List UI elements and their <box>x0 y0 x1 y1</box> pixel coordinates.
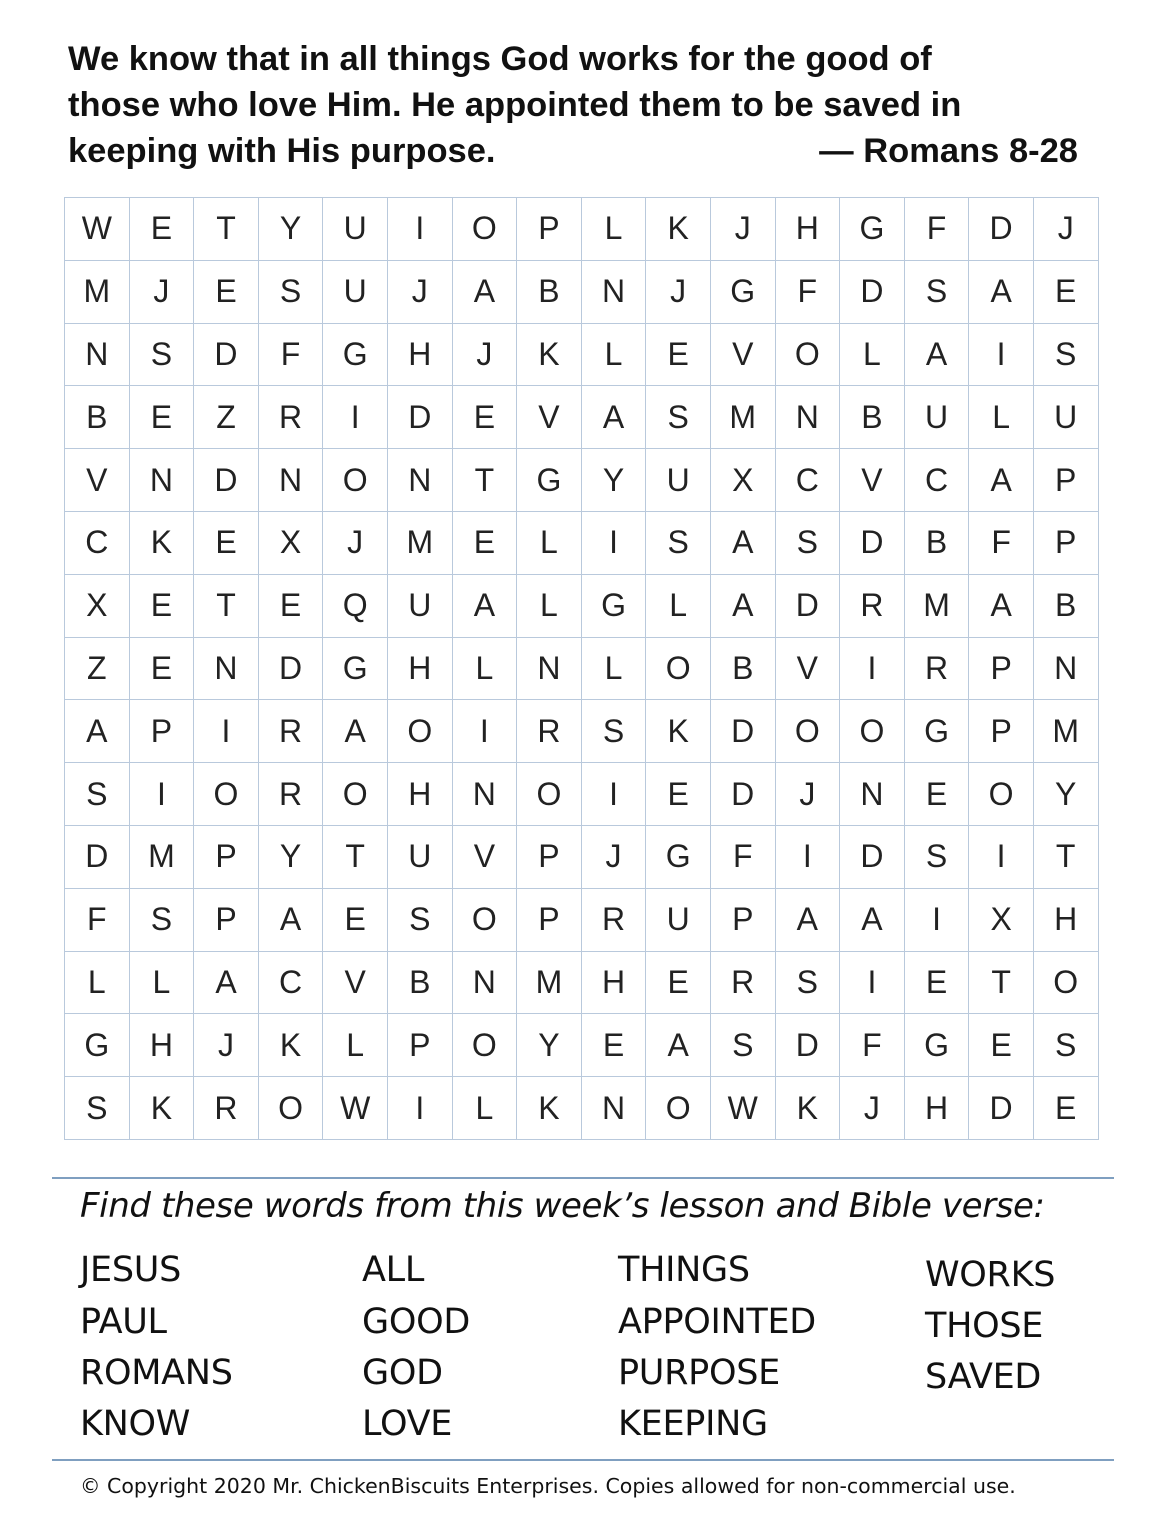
grid-cell: W <box>65 198 130 261</box>
grid-cell: B <box>1034 575 1099 638</box>
grid-cell: U <box>323 198 388 261</box>
grid-cell: R <box>259 700 324 763</box>
grid-cell: U <box>905 386 970 449</box>
grid-cell: B <box>840 386 905 449</box>
grid-cell: S <box>130 889 195 952</box>
grid-cell: M <box>65 261 130 324</box>
grid-cell: E <box>194 261 259 324</box>
grid-cell: T <box>969 952 1034 1015</box>
grid-cell: C <box>905 449 970 512</box>
grid-cell: C <box>259 952 324 1015</box>
grid-cell: R <box>840 575 905 638</box>
grid-cell: S <box>776 952 841 1015</box>
grid-cell: N <box>1034 638 1099 701</box>
verse-reference: — Romans 8-28 <box>819 132 1078 170</box>
grid-cell: E <box>130 575 195 638</box>
grid-cell: X <box>711 449 776 512</box>
grid-cell: P <box>194 826 259 889</box>
grid-cell: P <box>517 198 582 261</box>
grid-cell: I <box>969 324 1034 387</box>
word-all: ALL <box>362 1250 425 1290</box>
grid-cell: E <box>130 198 195 261</box>
grid-cell: I <box>905 889 970 952</box>
grid-cell: S <box>646 512 711 575</box>
grid-cell: G <box>323 324 388 387</box>
grid-cell: O <box>453 198 518 261</box>
word-saved: SAVED <box>925 1357 1042 1397</box>
grid-cell: B <box>905 512 970 575</box>
grid-cell: V <box>517 386 582 449</box>
grid-cell: P <box>130 700 195 763</box>
grid-cell: N <box>388 449 453 512</box>
grid-cell: E <box>905 763 970 826</box>
grid-cell: E <box>646 324 711 387</box>
grid-cell: D <box>840 826 905 889</box>
grid-cell: L <box>130 952 195 1015</box>
grid-cell: V <box>840 449 905 512</box>
grid-cell: T <box>194 575 259 638</box>
grid-cell: P <box>517 826 582 889</box>
grid-cell: N <box>840 763 905 826</box>
grid-cell: P <box>969 700 1034 763</box>
grid-cell: D <box>388 386 453 449</box>
grid-cell: A <box>259 889 324 952</box>
grid-cell: G <box>517 449 582 512</box>
grid-cell: J <box>388 261 453 324</box>
grid-cell: J <box>1034 198 1099 261</box>
grid-cell: O <box>776 700 841 763</box>
grid-cell: I <box>388 1077 453 1140</box>
copyright-notice: © Copyright 2020 Mr. ChickenBiscuits Enterprises. Copies allowed for non-commercial use. <box>80 1474 1016 1498</box>
grid-cell: I <box>194 700 259 763</box>
grid-cell: A <box>969 261 1034 324</box>
grid-cell: G <box>711 261 776 324</box>
grid-cell: O <box>646 638 711 701</box>
grid-cell: N <box>776 386 841 449</box>
grid-cell: K <box>776 1077 841 1140</box>
grid-cell: S <box>905 826 970 889</box>
grid-cell: E <box>969 1014 1034 1077</box>
grid-cell: D <box>776 575 841 638</box>
grid-cell: D <box>840 261 905 324</box>
grid-cell: R <box>582 889 647 952</box>
grid-cell: U <box>388 575 453 638</box>
grid-cell: Y <box>259 826 324 889</box>
grid-cell: A <box>194 952 259 1015</box>
grid-cell: N <box>130 449 195 512</box>
grid-cell: O <box>453 889 518 952</box>
grid-cell: Y <box>517 1014 582 1077</box>
grid-cell: L <box>453 1077 518 1140</box>
grid-cell: J <box>840 1077 905 1140</box>
grid-cell: S <box>711 1014 776 1077</box>
grid-cell: N <box>517 638 582 701</box>
grid-cell: L <box>582 198 647 261</box>
grid-cell: P <box>1034 512 1099 575</box>
word-appointed: APPOINTED <box>618 1302 816 1342</box>
grid-cell: O <box>194 763 259 826</box>
grid-cell: N <box>582 261 647 324</box>
grid-cell: B <box>711 638 776 701</box>
grid-cell: C <box>65 512 130 575</box>
grid-cell: F <box>711 826 776 889</box>
grid-cell: A <box>776 889 841 952</box>
grid-cell: A <box>969 449 1034 512</box>
grid-cell: K <box>130 1077 195 1140</box>
grid-cell: Z <box>194 386 259 449</box>
grid-cell: T <box>1034 826 1099 889</box>
grid-cell: O <box>323 763 388 826</box>
grid-cell: D <box>259 638 324 701</box>
grid-cell: B <box>517 261 582 324</box>
grid-cell: O <box>776 324 841 387</box>
grid-cell: N <box>453 763 518 826</box>
grid-cell: K <box>130 512 195 575</box>
grid-cell: S <box>905 261 970 324</box>
grid-cell: Y <box>1034 763 1099 826</box>
grid-cell: I <box>776 826 841 889</box>
grid-cell: S <box>1034 324 1099 387</box>
grid-cell: V <box>711 324 776 387</box>
grid-cell: S <box>776 512 841 575</box>
grid-cell: F <box>969 512 1034 575</box>
grid-cell: E <box>646 952 711 1015</box>
grid-cell: E <box>130 638 195 701</box>
word-works: WORKS <box>925 1255 1056 1295</box>
grid-cell: X <box>65 575 130 638</box>
grid-cell: A <box>840 889 905 952</box>
grid-cell: M <box>905 575 970 638</box>
grid-cell: M <box>1034 700 1099 763</box>
grid-cell: S <box>1034 1014 1099 1077</box>
grid-cell: S <box>582 700 647 763</box>
grid-cell: S <box>130 324 195 387</box>
grid-cell: E <box>259 575 324 638</box>
grid-cell: V <box>323 952 388 1015</box>
grid-cell: L <box>323 1014 388 1077</box>
grid-cell: A <box>711 512 776 575</box>
grid-cell: E <box>1034 261 1099 324</box>
grid-cell: P <box>1034 449 1099 512</box>
grid-cell: P <box>969 638 1034 701</box>
grid-cell: K <box>517 324 582 387</box>
grid-cell: E <box>582 1014 647 1077</box>
grid-cell: L <box>969 386 1034 449</box>
grid-cell: H <box>130 1014 195 1077</box>
grid-cell: Q <box>323 575 388 638</box>
grid-cell: A <box>969 575 1034 638</box>
grid-cell: I <box>582 512 647 575</box>
grid-cell: I <box>840 952 905 1015</box>
grid-cell: E <box>905 952 970 1015</box>
grid-cell: A <box>905 324 970 387</box>
grid-cell: O <box>1034 952 1099 1015</box>
grid-cell: O <box>646 1077 711 1140</box>
grid-cell: U <box>323 261 388 324</box>
grid-cell: Z <box>65 638 130 701</box>
grid-cell: R <box>259 763 324 826</box>
grid-cell: O <box>388 700 453 763</box>
grid-cell: J <box>582 826 647 889</box>
grid-cell: N <box>453 952 518 1015</box>
grid-cell: T <box>194 198 259 261</box>
grid-cell: O <box>259 1077 324 1140</box>
grid-cell: D <box>194 324 259 387</box>
grid-cell: H <box>388 763 453 826</box>
grid-cell: E <box>130 386 195 449</box>
grid-cell: I <box>582 763 647 826</box>
word-things: THINGS <box>618 1250 750 1290</box>
grid-cell: D <box>969 198 1034 261</box>
verse-line-1: We know that in all things God works for the good of <box>68 40 932 78</box>
grid-cell: M <box>388 512 453 575</box>
grid-cell: A <box>582 386 647 449</box>
grid-cell: J <box>776 763 841 826</box>
grid-cell: L <box>646 575 711 638</box>
grid-cell: O <box>969 763 1034 826</box>
grid-cell: O <box>323 449 388 512</box>
word-know: KNOW <box>80 1404 191 1444</box>
grid-cell: Y <box>259 198 324 261</box>
grid-cell: T <box>453 449 518 512</box>
grid-cell: G <box>65 1014 130 1077</box>
grid-cell: J <box>323 512 388 575</box>
grid-cell: B <box>388 952 453 1015</box>
grid-cell: F <box>259 324 324 387</box>
grid-cell: H <box>388 638 453 701</box>
grid-cell: F <box>65 889 130 952</box>
grid-cell: D <box>711 700 776 763</box>
grid-cell: S <box>65 1077 130 1140</box>
grid-cell: H <box>388 324 453 387</box>
grid-cell: N <box>65 324 130 387</box>
grid-cell: S <box>646 386 711 449</box>
grid-cell: V <box>453 826 518 889</box>
grid-cell: F <box>776 261 841 324</box>
grid-cell: I <box>130 763 195 826</box>
word-keeping: KEEPING <box>618 1404 768 1444</box>
grid-cell: A <box>646 1014 711 1077</box>
grid-cell: S <box>65 763 130 826</box>
grid-cell: M <box>130 826 195 889</box>
grid-cell: J <box>453 324 518 387</box>
grid-cell: L <box>65 952 130 1015</box>
grid-cell: A <box>323 700 388 763</box>
grid-cell: G <box>840 198 905 261</box>
grid-cell: E <box>453 386 518 449</box>
grid-cell: I <box>323 386 388 449</box>
word-purpose: PURPOSE <box>618 1353 780 1393</box>
grid-cell: G <box>905 700 970 763</box>
grid-cell: M <box>517 952 582 1015</box>
grid-cell: H <box>905 1077 970 1140</box>
grid-cell: U <box>646 449 711 512</box>
grid-cell: G <box>582 575 647 638</box>
grid-cell: D <box>65 826 130 889</box>
grid-cell: D <box>194 449 259 512</box>
word-paul: PAUL <box>80 1302 167 1342</box>
grid-cell: E <box>1034 1077 1099 1140</box>
grid-cell: U <box>646 889 711 952</box>
grid-cell: W <box>711 1077 776 1140</box>
word-romans: ROMANS <box>80 1353 233 1393</box>
grid-cell: P <box>517 889 582 952</box>
grid-cell: J <box>646 261 711 324</box>
grid-cell: A <box>711 575 776 638</box>
word-search-grid <box>64 197 1099 1140</box>
grid-cell: U <box>1034 386 1099 449</box>
bible-verse <box>68 36 1078 174</box>
grid-cell: U <box>388 826 453 889</box>
grid-cell: B <box>65 386 130 449</box>
instructions: Find these words from this week’s lesson and Bible verse: <box>80 1186 1045 1226</box>
grid-cell: P <box>711 889 776 952</box>
grid-cell: E <box>646 763 711 826</box>
grid-cell: R <box>711 952 776 1015</box>
grid-cell: A <box>453 575 518 638</box>
word-those: THOSE <box>925 1306 1044 1346</box>
grid-cell: L <box>840 324 905 387</box>
grid-cell: V <box>65 449 130 512</box>
word-jesus: JESUS <box>80 1250 181 1290</box>
grid-cell: Y <box>582 449 647 512</box>
grid-cell: J <box>711 198 776 261</box>
grid-cell: A <box>65 700 130 763</box>
grid-cell: H <box>1034 889 1099 952</box>
grid-cell: L <box>582 324 647 387</box>
grid-cell: D <box>840 512 905 575</box>
grid-cell: X <box>259 512 324 575</box>
verse-line-3-row <box>68 128 1078 174</box>
grid-cell: I <box>453 700 518 763</box>
grid-cell: O <box>840 700 905 763</box>
grid-cell: K <box>517 1077 582 1140</box>
word-good: GOOD <box>362 1302 470 1342</box>
grid-cell: O <box>517 763 582 826</box>
grid-cell: N <box>259 449 324 512</box>
grid-cell: R <box>259 386 324 449</box>
grid-cell: H <box>582 952 647 1015</box>
grid-cell: E <box>453 512 518 575</box>
grid-cell: D <box>711 763 776 826</box>
grid-cell: P <box>194 889 259 952</box>
grid-cell: I <box>840 638 905 701</box>
bottom-divider <box>52 1459 1114 1461</box>
grid-cell: R <box>517 700 582 763</box>
grid-cell: X <box>969 889 1034 952</box>
verse-line-3: keeping with His purpose. <box>68 132 496 170</box>
grid-cell: H <box>776 198 841 261</box>
grid-cell: N <box>194 638 259 701</box>
grid-cell: D <box>969 1077 1034 1140</box>
grid-cell: T <box>323 826 388 889</box>
grid-cell: L <box>582 638 647 701</box>
grid-cell: L <box>453 638 518 701</box>
grid-cell: J <box>130 261 195 324</box>
grid-cell: G <box>646 826 711 889</box>
grid-cell: A <box>453 261 518 324</box>
grid-cell: K <box>646 198 711 261</box>
grid-cell: N <box>582 1077 647 1140</box>
grid-cell: P <box>388 1014 453 1077</box>
grid-cell: S <box>259 261 324 324</box>
grid-cell: L <box>517 512 582 575</box>
grid-cell: M <box>711 386 776 449</box>
grid-cell: C <box>776 449 841 512</box>
grid-cell: I <box>969 826 1034 889</box>
grid-cell: G <box>323 638 388 701</box>
top-divider <box>52 1177 1114 1179</box>
grid-cell: S <box>388 889 453 952</box>
grid-cell: G <box>905 1014 970 1077</box>
grid-cell: K <box>259 1014 324 1077</box>
grid-cell: L <box>517 575 582 638</box>
grid-cell: D <box>776 1014 841 1077</box>
word-love: LOVE <box>362 1404 453 1444</box>
grid-cell: O <box>453 1014 518 1077</box>
verse-line-2: those who love Him. He appointed them to be saved in <box>68 86 962 124</box>
word-god: GOD <box>362 1353 443 1393</box>
grid-cell: W <box>323 1077 388 1140</box>
grid-cell: R <box>194 1077 259 1140</box>
grid-cell: F <box>840 1014 905 1077</box>
grid-cell: I <box>388 198 453 261</box>
grid-cell: E <box>194 512 259 575</box>
grid-cell: E <box>323 889 388 952</box>
grid-cell: J <box>194 1014 259 1077</box>
grid-cell: R <box>905 638 970 701</box>
grid-cell: F <box>905 198 970 261</box>
grid-cell: K <box>646 700 711 763</box>
grid-cell: V <box>776 638 841 701</box>
